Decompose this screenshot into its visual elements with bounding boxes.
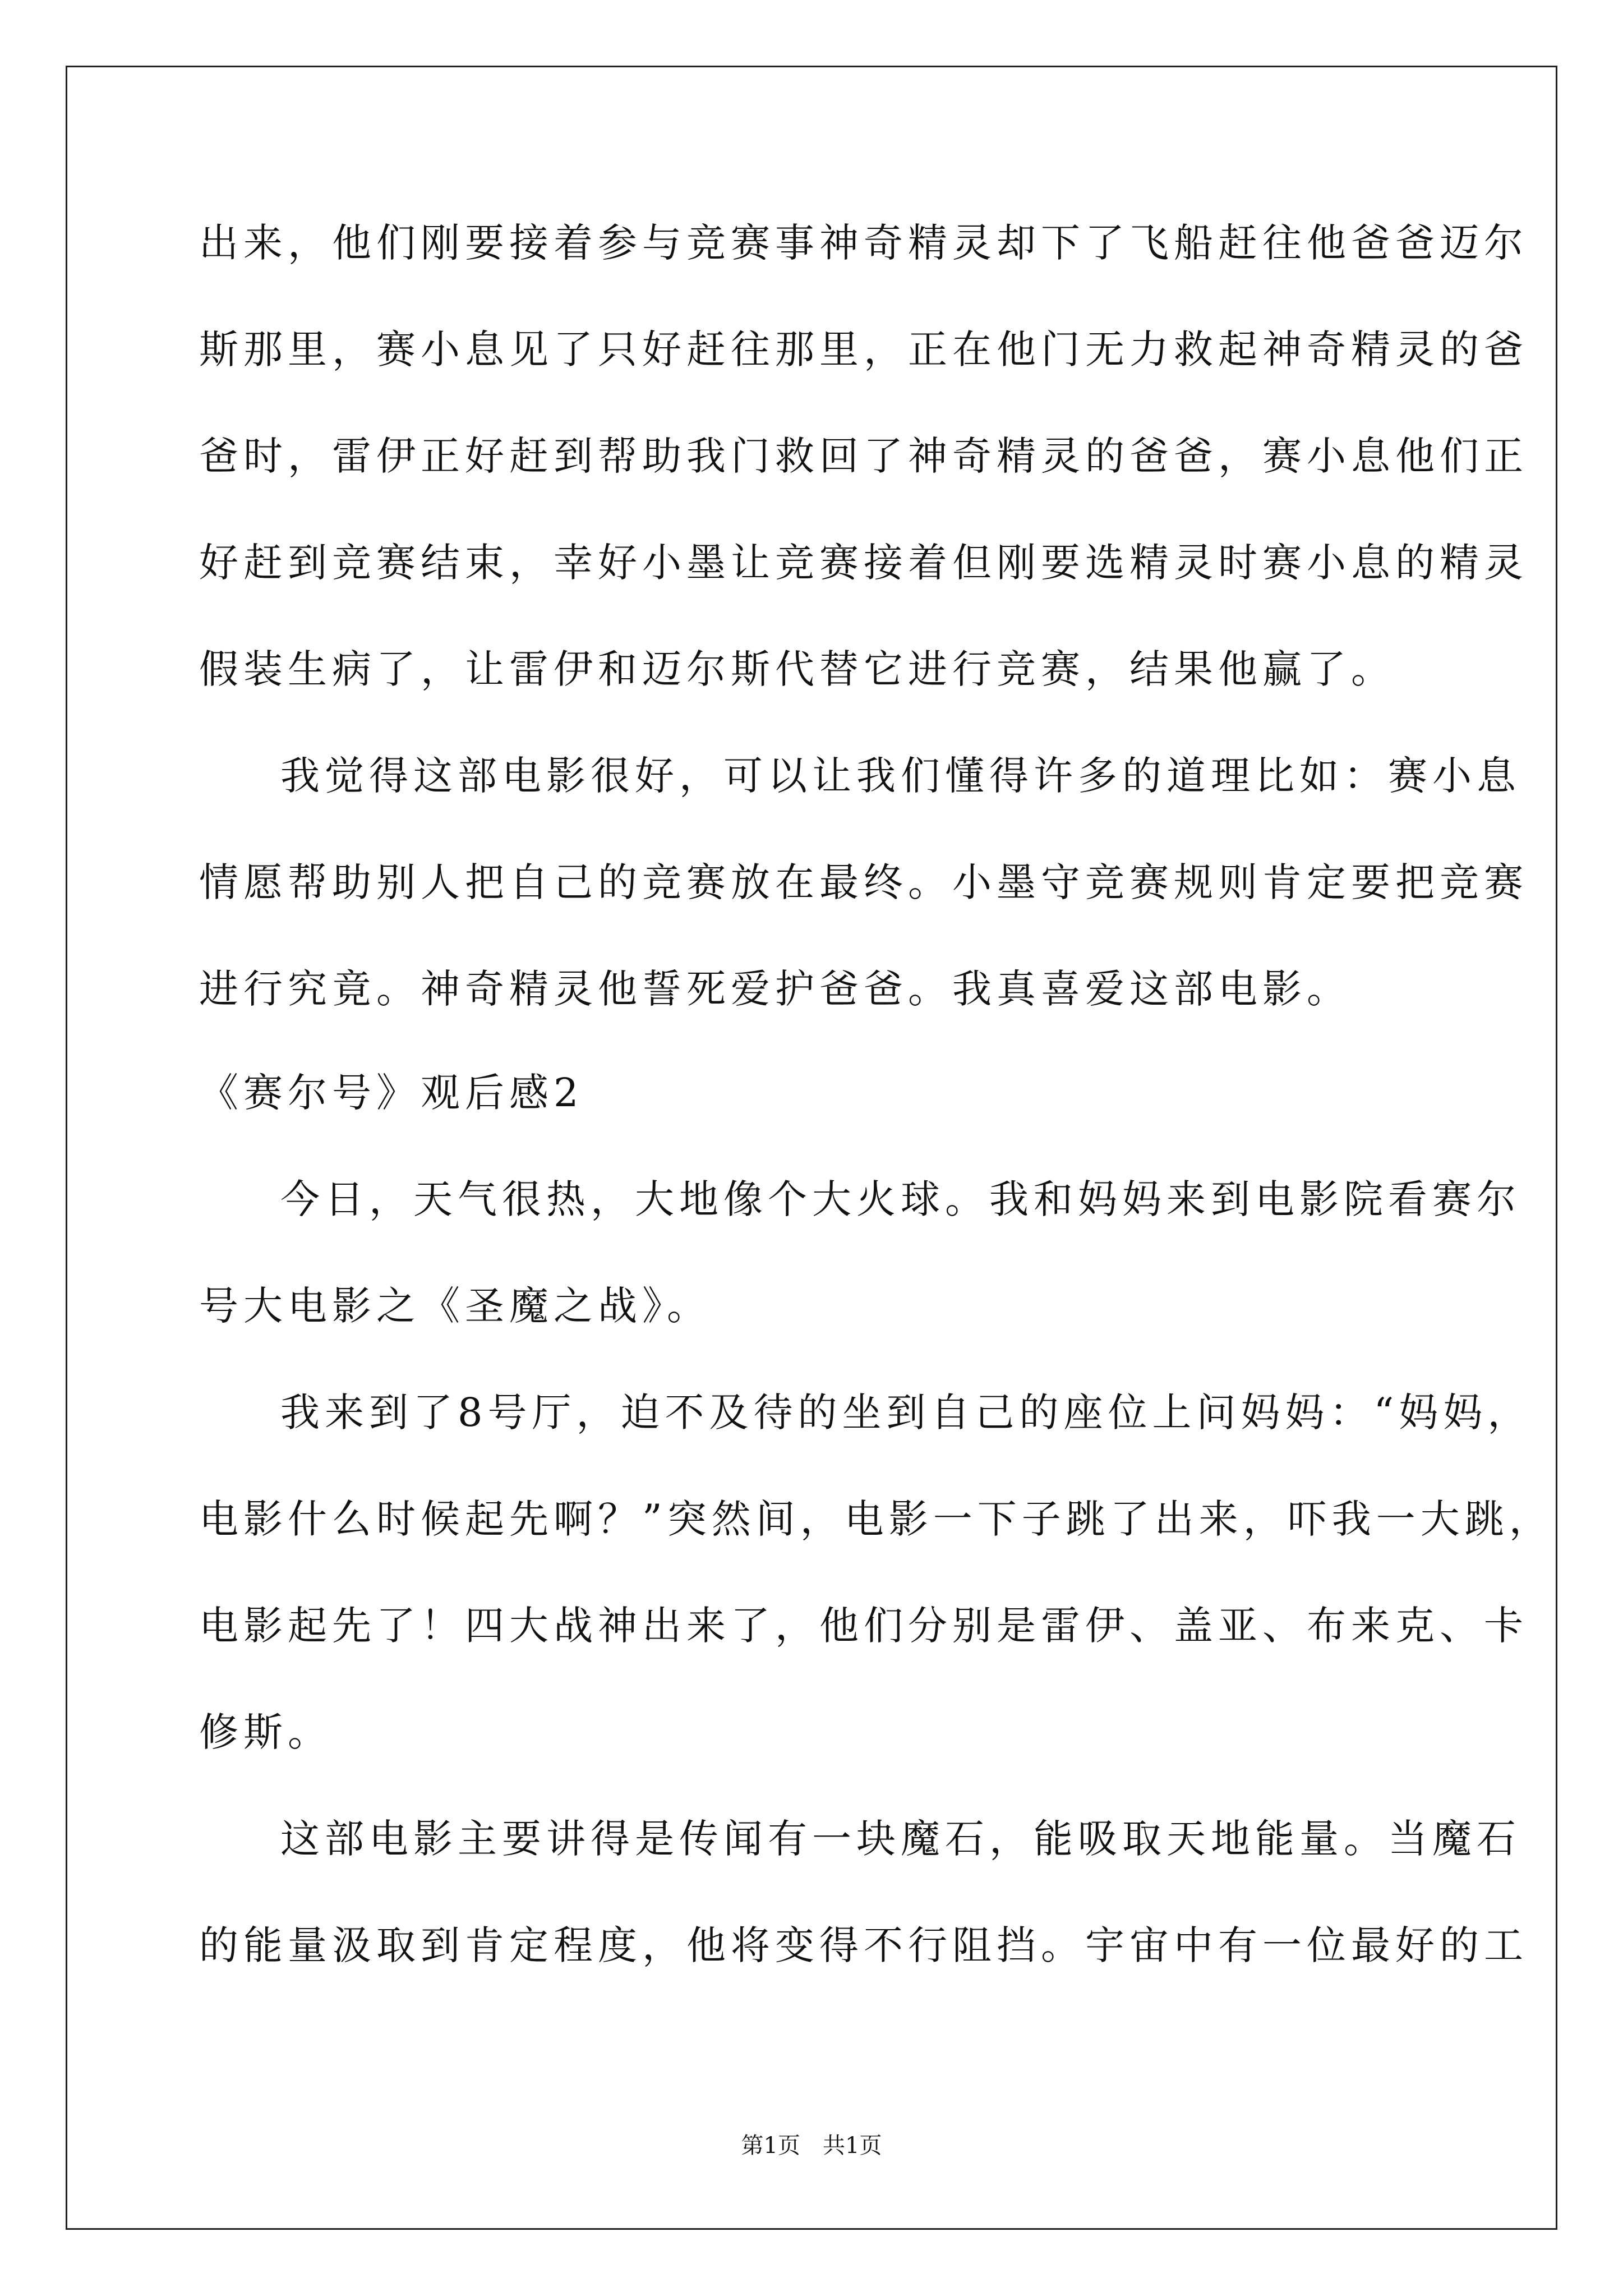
section-heading: 《赛尔号》观后感2 bbox=[199, 1070, 584, 1116]
paragraph-line: 情愿帮助别人把自己的竞赛放在最终。小墨守竞赛规则肯定要把竞赛 bbox=[199, 859, 1528, 905]
paragraph-line: 我来到了8号厅，迫不及待的坐到自己的座位上问妈妈：“妈妈， bbox=[280, 1389, 1532, 1435]
paragraph-line: 爸时，雷伊正好赶到帮助我门救回了神奇精灵的爸爸，赛小息他们正 bbox=[199, 433, 1528, 479]
paragraph-line: 电影起先了！四大战神出来了，他们分别是雷伊、盖亚、布来克、卡 bbox=[199, 1603, 1528, 1649]
paragraph-line: 我觉得这部电影很好，可以让我们懂得许多的道理比如：赛小息 bbox=[280, 753, 1521, 799]
paragraph-line: 这部电影主要讲得是传闻有一块魔石，能吸取天地能量。当魔石 bbox=[280, 1816, 1521, 1862]
paragraph-line: 好赶到竞赛结束，幸好小墨让竞赛接着但刚要选精灵时赛小息的精灵 bbox=[199, 540, 1528, 586]
paragraph-line: 斯那里，赛小息见了只好赶往那里，正在他门无力救起神奇精灵的爸 bbox=[199, 326, 1528, 372]
paragraph-line: 的能量汲取到肯定程度，他将变得不行阻挡。宇宙中有一位最好的工 bbox=[199, 1922, 1528, 1968]
paragraph-line: 出来，他们刚要接着参与竞赛事神奇精灵却下了飞船赶往他爸爸迈尔 bbox=[199, 220, 1528, 266]
paragraph-line: 进行究竟。神奇精灵他誓死爱护爸爸。我真喜爱这部电影。 bbox=[199, 966, 1351, 1012]
page-number-footer: 第1页 共1页 bbox=[741, 2133, 882, 2159]
page-border bbox=[66, 66, 1557, 2230]
paragraph-line: 今日，天气很热，大地像个大火球。我和妈妈来到电影院看赛尔 bbox=[280, 1176, 1521, 1222]
paragraph-line: 假装生病了，让雷伊和迈尔斯代替它进行竞赛，结果他赢了。 bbox=[199, 646, 1395, 692]
paragraph-line: 修斯。 bbox=[199, 1709, 332, 1755]
paragraph-line: 电影什么时候起先啊？”突然间，电影一下子跳了出来，吓我一大跳， bbox=[199, 1496, 1553, 1542]
paragraph-line: 号大电影之《圣魔之战》。 bbox=[199, 1283, 711, 1329]
